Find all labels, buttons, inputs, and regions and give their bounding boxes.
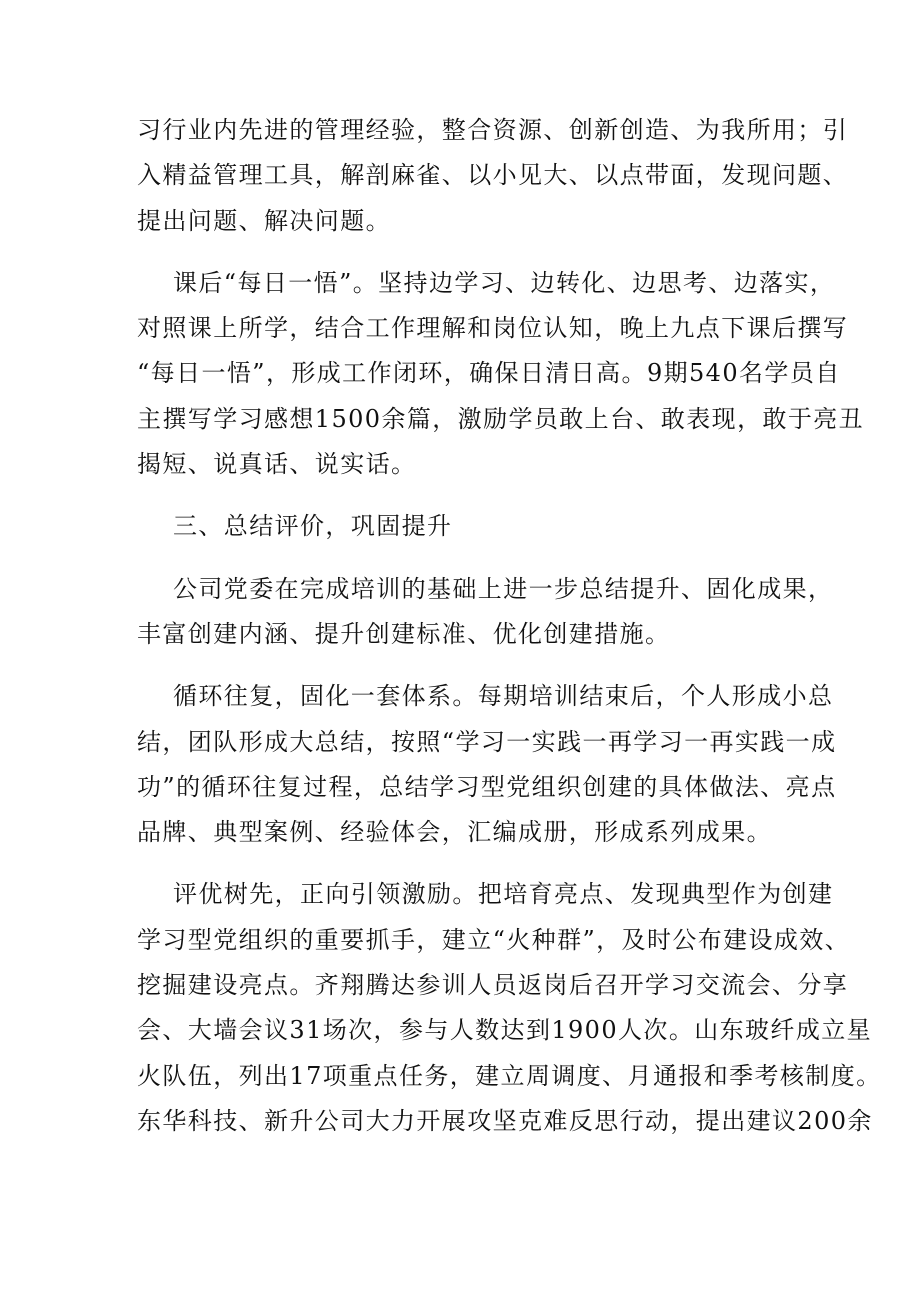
text-line: 公司党委在完成培训的基础上进一步总结提升、固化成果， — [173, 574, 834, 603]
text-line: 入精益管理工具，解剖麻雀、以小见大、以点带面，发现问题、 — [137, 161, 849, 190]
paragraph-summary-intro — [137, 567, 834, 658]
text-line: 评优树先，正向引领激励。把培育亮点、发现典型作为创建 — [173, 880, 834, 909]
paragraph-daily-reflection — [137, 261, 865, 487]
heading-line: 三、总结评价，巩固提升 — [173, 512, 453, 541]
text-line: 品牌、典型案例、经验体会，汇编成册，形成系列成果。 — [137, 818, 772, 847]
paragraph-excellence-incentive — [137, 872, 882, 1144]
text-line: 火队伍，列出17项重点任务，建立周调度、月通报和季考核制度。 — [137, 1061, 882, 1090]
text-line: 提出问题、解决问题。 — [137, 206, 391, 235]
text-line: “每日一悟”，形成工作闭环，确保日清日高。9期540名学员自 — [137, 359, 841, 388]
text-line: 学习型党组织的重要抓手，建立“火种群”，及时公布建设成效、 — [137, 925, 851, 954]
text-line: 揭短、说真话、说实话。 — [137, 450, 417, 479]
text-line: 挖掘建设亮点。齐翔腾达参训人员返岗后召开学习交流会、分享 — [137, 971, 849, 1000]
text-line: 东华科技、新升公司大力开展攻坚克难反思行动，提出建议200余 — [137, 1106, 873, 1135]
text-line: 循环往复，固化一套体系。每期培训结束后，个人形成小总 — [173, 682, 834, 711]
text-line: 会、大墙会议31场次，参与人数达到1900人次。山东玻纤成立星 — [137, 1016, 873, 1045]
text-line: 课后“每日一悟”。坚持边学习、边转化、边思考、边落实， — [173, 268, 836, 297]
paragraph-continued — [137, 108, 849, 244]
text-line: 习行业内先进的管理经验，整合资源、创新创造、为我所用；引 — [137, 116, 849, 144]
text-line: 结，团队形成大总结，按照“学习一实践一再学习一再实践一成 — [137, 727, 837, 756]
document-body — [137, 108, 882, 1161]
text-line: 主撰写学习感想1500余篇，激励学员敢上台、敢表现，敢于亮丑 — [137, 404, 865, 433]
paragraph-cycle-system — [137, 674, 837, 855]
text-line: 丰富创建内涵、提升创建标准、优化创建措施。 — [137, 619, 671, 648]
section-heading — [137, 504, 805, 549]
text-line: 对照课上所学，结合工作理解和岗位认知，晚上九点下课后撰写 — [137, 314, 849, 343]
text-line: 功”的循环往复过程，总结学习型党组织创建的具体做法、亮点 — [137, 772, 837, 801]
